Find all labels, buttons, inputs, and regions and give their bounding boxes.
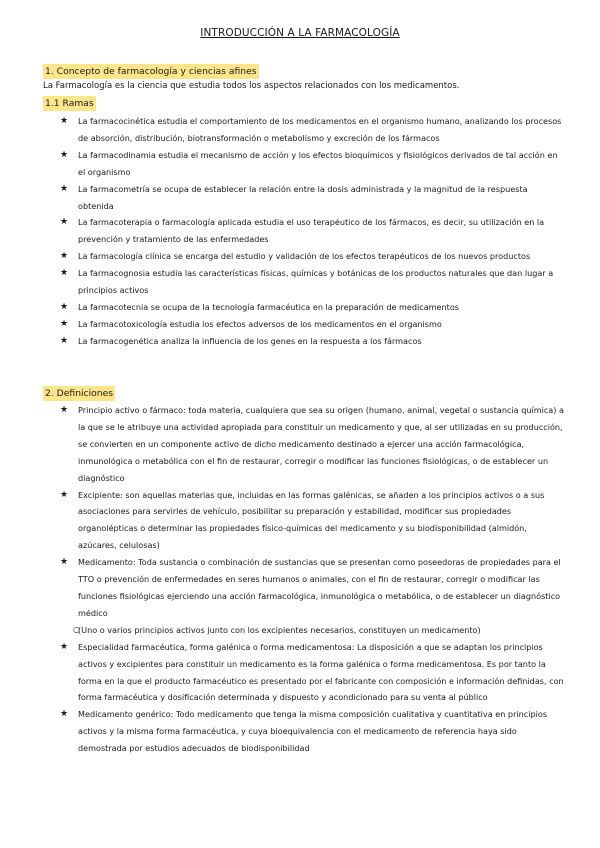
list-item: ★ Excipiente: son aquellas materias que, incluidas en las formas galénicas, se añaden a los principios activos o a sus asociaciones para servirles de vehículo, posibilitar su preparación y estabilidad, modificar sus propiedades organolépticas o determinar las propiedades físico-químicas del medicamento y su biodisponibilidad (almidón, azúcares, celulosas)	[60, 487, 565, 555]
star-bullet-icon: ★	[60, 251, 69, 262]
list-item: ★ Medicamento: Toda sustancia o combinación de sustancias que se presentan como poseedoras de propiedades para el TTO o prevención de enfermedades en seres humanos o animales, con el fin de restaurar, corregir o modificar las funciones fisiológicas ejerciendo una acción farmacológica, inmunológica o metabólica, o de establecer un diagnóstico médico	[60, 554, 565, 622]
star-bullet-icon: ★	[60, 641, 69, 652]
star-bullet-icon: ★	[60, 217, 69, 228]
section-1-intro: La Farmacología es la ciencia que estudia todos los aspectos relacionados con los medicamentos.	[43, 81, 460, 91]
list-item: ★ La farmacotoxicología estudia los efectos adversos de los medicamentos en el organismo	[60, 316, 565, 333]
star-bullet-icon: ★	[60, 405, 69, 415]
list-item: ★ La farmacognosia estudia las características físicas, químicas y botánicas de los productos naturales que dan lugar a principios activos	[60, 265, 565, 299]
star-bullet-icon: ★	[60, 489, 69, 500]
definiciones-list	[60, 402, 565, 757]
section-1-heading: 1. Concepto de farmacología y ciencias afines	[45, 66, 257, 77]
star-bullet-icon: ★	[60, 301, 69, 312]
list-item: ★ La farmacología clínica se encarga del estudio y validación de los efectos terapéuticos de los nuevos productos	[60, 248, 565, 265]
list-item: ★ La farmacoterapia o farmacología aplicada estudia el uso terapéutico de los fármacos, es decir, su utilización en la prevención y tratamiento de las enfermedades	[60, 214, 565, 248]
star-bullet-icon: ★	[60, 116, 69, 126]
list-item: ★ La farmacocinética estudia el comportamiento de los medicamentos en el organismo humano, analizando los procesos de absorción, distribución, biotransformación o metabolismo y excreción de los fármacos	[60, 113, 565, 147]
star-bullet-icon: ★	[60, 149, 69, 160]
star-bullet-icon: ★	[60, 335, 69, 346]
section-2-heading: 2. Definiciones	[45, 388, 114, 399]
list-item: ★ La farmacogenética analiza la influencia de los genes en la respuesta a los fármacos	[60, 333, 565, 350]
page-title: INTRODUCCIÓN A LA FARMACOLOGÍA	[200, 27, 400, 39]
star-bullet-icon: ★	[60, 268, 69, 279]
list-item: ★ Especialidad farmacéutica, forma galénica o forma medicamentosa: La disposición a que se adaptan los principios activos y excipientes para constituir un medicamento es la forma galénica o forma medicamentosa. Es por tanto la forma en la que el producto farmacéutico es presentado por el fabricante con composición e información definidas, con forma farmacéutica y dosificación determinada y dispuesto y acondicionado para su venta al público	[60, 639, 565, 707]
ramas-list	[60, 113, 565, 350]
list-item: ★ La farmacodinamia estudia el mecanismo de acción y los efectos bioquímicos y fisiológicos derivados de tal acción en el organismo	[60, 147, 565, 181]
list-item: ★ Medicamento genérico: Todo medicamento que tenga la misma composición cualitativa y cuantitativa en principios activos y la misma forma farmacéutica, y cuya bioequivalencia con el medicamento de referencia haya sido demostrada por estudios adecuados de biodisponibilidad	[60, 706, 565, 757]
circle-bullet-icon: ○	[73, 624, 80, 634]
sub-list-item: ○ (Uno o varios principios activos junto con los excipientes necesarios, constituyen un medicamento)	[60, 622, 565, 639]
list-item: ★ La farmacotecnia se ocupa de la tecnología farmacéutica en la preparación de medicamentos	[60, 299, 565, 316]
star-bullet-icon: ★	[60, 318, 69, 329]
list-item: ★ Principio activo o fármaco: toda materia, cualquiera que sea su origen (humano, animal, vegetal o sustancia química) a la que se le atribuye una actividad apropiada para constituir un medicamento y que, al ser utilizadas en su producción, se convierten en un componente activo de dicho medicamento destinado a ejercer una acción farmacológica, inmunológica o metabólica con el fin de restaurar, corregir o modificar las funciones fisiológicas, o de establecer un diagnóstico	[60, 402, 565, 487]
star-bullet-icon: ★	[60, 183, 69, 194]
star-bullet-icon: ★	[60, 709, 69, 720]
star-bullet-icon: ★	[60, 557, 69, 568]
list-item: ★ La farmacometría se ocupa de establecer la relación entre la dosis administrada y la magnitud de la respuesta obtenida	[60, 181, 565, 215]
ramas-heading: 1.1 Ramas	[45, 98, 94, 109]
